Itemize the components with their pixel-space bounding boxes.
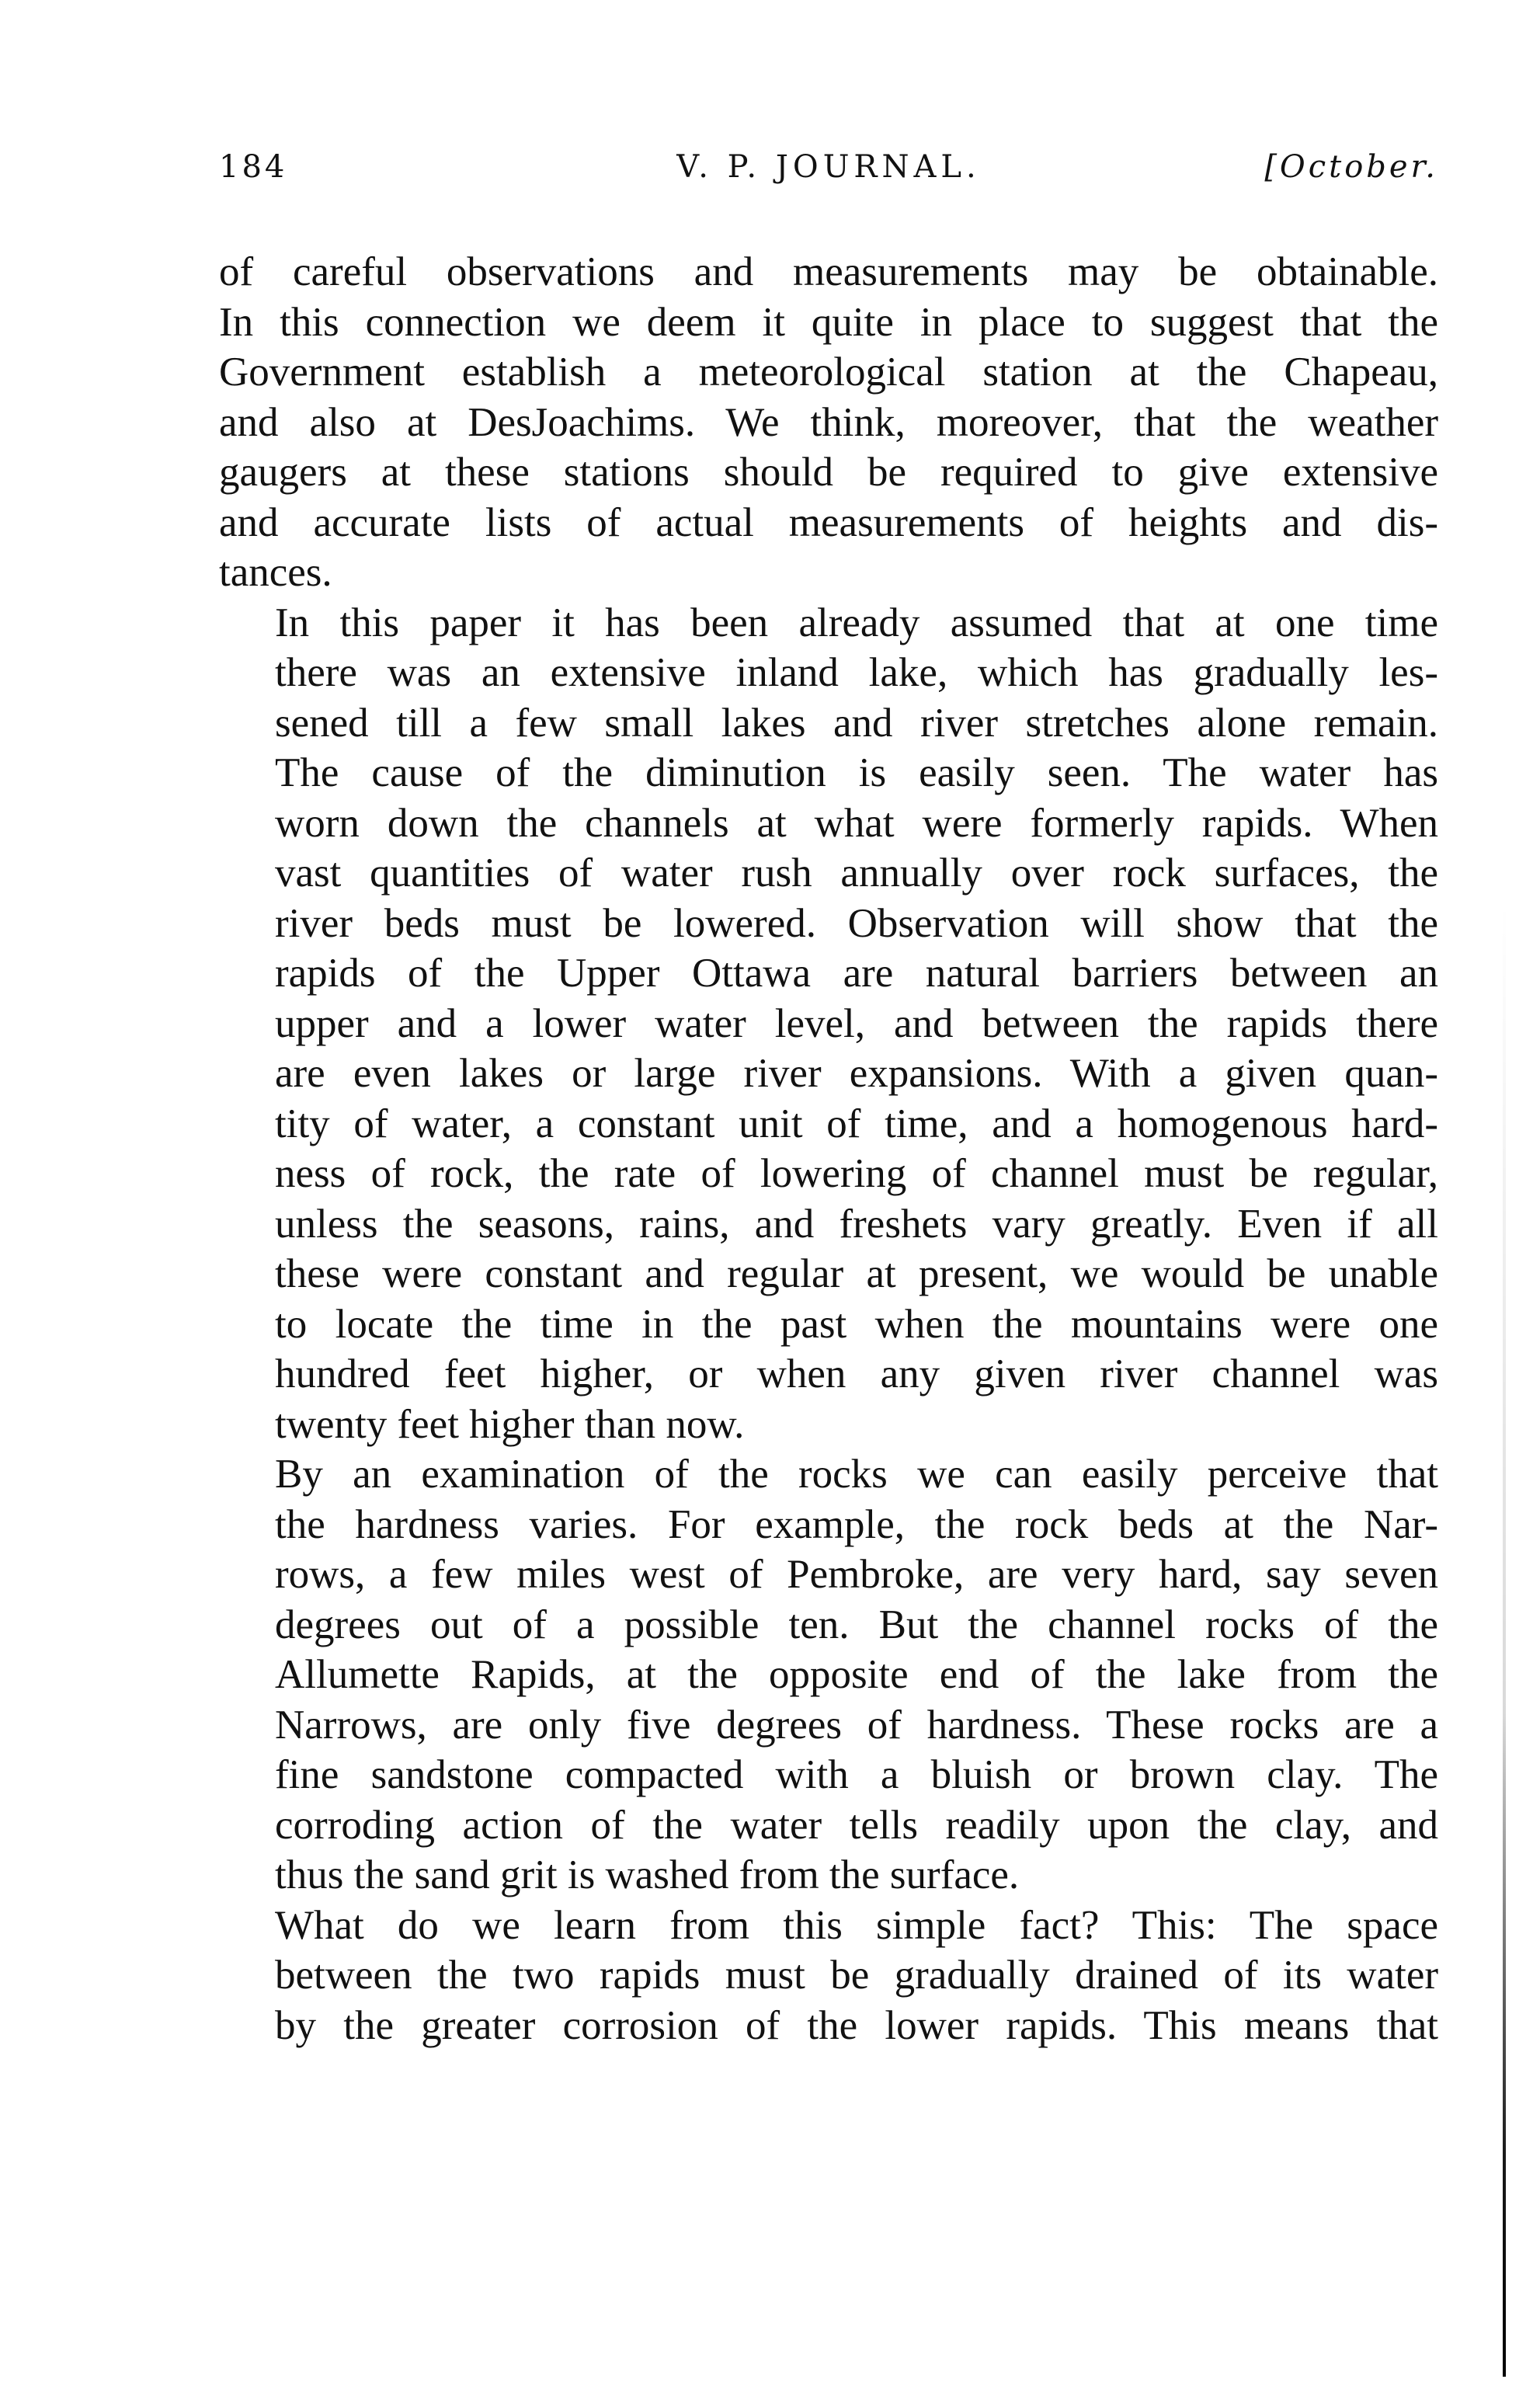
text-line: worn down the channels at what were formerly rapids. When [275, 800, 1438, 846]
text-line: and also at DesJoachims. We think, moreover, that the weather [219, 399, 1438, 445]
text-line: degrees out of a possible ten. But the channel rocks of the [275, 1602, 1438, 1647]
text-line: What do we learn from this simple fact? This: The space [275, 1902, 1438, 1948]
text-line: between the two rapids must be gradually drained of its water [275, 1953, 1438, 1998]
running-title: V. P. JOURNAL. [676, 149, 981, 185]
text-line: Narrows, are only five degrees of hardness. These rocks are a [275, 1702, 1438, 1748]
text-line: Allumette Rapids, at the opposite end of the lake from the [275, 1652, 1438, 1697]
text-line: fine sandstone compacted with a bluish or brown clay. The [275, 1752, 1438, 1797]
text-line: twenty feet higher than now. [275, 1401, 745, 1447]
page-number: 184 [219, 149, 288, 185]
text-line: of careful observations and measurements may be obtainable. [219, 249, 1438, 294]
text-line: upper and a lower water level, and between the rapids there [275, 1000, 1438, 1046]
text-line: hundred feet higher, or when any given river channel was [275, 1351, 1438, 1396]
scan-edge-mark [1503, 901, 1506, 2377]
text-line: By an examination of the rocks we can easily perceive that [275, 1452, 1438, 1497]
text-line: there was an extensive inland lake, which has gradually les- [275, 650, 1438, 695]
text-line: The cause of the diminution is easily seen. The water has [275, 750, 1438, 795]
text-line: rapids of the Upper Ottawa are natural barriers between an [275, 951, 1438, 996]
text-line: unless the seasons, rains, and freshets vary greatly. Even if all [275, 1201, 1438, 1247]
text-line: to locate the time in the past when the mountains were one [275, 1301, 1438, 1347]
running-month: [October. [1264, 149, 1438, 185]
text-line: tity of water, a constant unit of time, and a homogenous hard- [275, 1101, 1438, 1146]
text-line: In this connection we deem it quite in place to suggest that the [219, 299, 1438, 345]
paragraph-1 [219, 247, 1438, 598]
text-line: these were constant and regular at present, we would be unable [275, 1251, 1438, 1296]
text-line: and accurate lists of actual measurements of heights and dis- [219, 499, 1438, 545]
text-line: In this paper it has been already assumed that at one time [275, 600, 1438, 645]
text-line: river beds must be lowered. Observation will show that the [275, 900, 1438, 946]
text-line: rows, a few miles west of Pembroke, are very hard, say seven [275, 1552, 1438, 1597]
page-header [219, 149, 1438, 203]
text-line: Government establish a meteorological station at the Chapeau, [219, 350, 1438, 395]
text-line: vast quantities of water rush annually over rock surfaces, the [275, 850, 1438, 896]
text-line: are even lakes or large river expansions. With a given quan- [275, 1051, 1438, 1096]
paragraph-2 [219, 598, 1438, 1450]
text-line: sened till a few small lakes and river stretches alone remain. [275, 700, 1438, 746]
text-line: ness of rock, the rate of lowering of channel must be regular, [275, 1151, 1438, 1196]
text-line: corroding action of the water tells readily upon the clay, and [275, 1802, 1438, 1848]
paragraph-3 [219, 1449, 1438, 1901]
text-line: gaugers at these stations should be required to give extensive [219, 450, 1438, 495]
paragraph-4 [219, 1901, 1438, 2051]
text-line: by the greater corrosion of the lower rapids. This means that [275, 2002, 1438, 2048]
text-line: tances. [219, 550, 332, 595]
body-text [219, 247, 1438, 2050]
text-line: thus the sand grit is washed from the surface. [275, 1852, 1020, 1897]
text-line: the hardness varies. For example, the rock beds at the Nar- [275, 1501, 1438, 1547]
